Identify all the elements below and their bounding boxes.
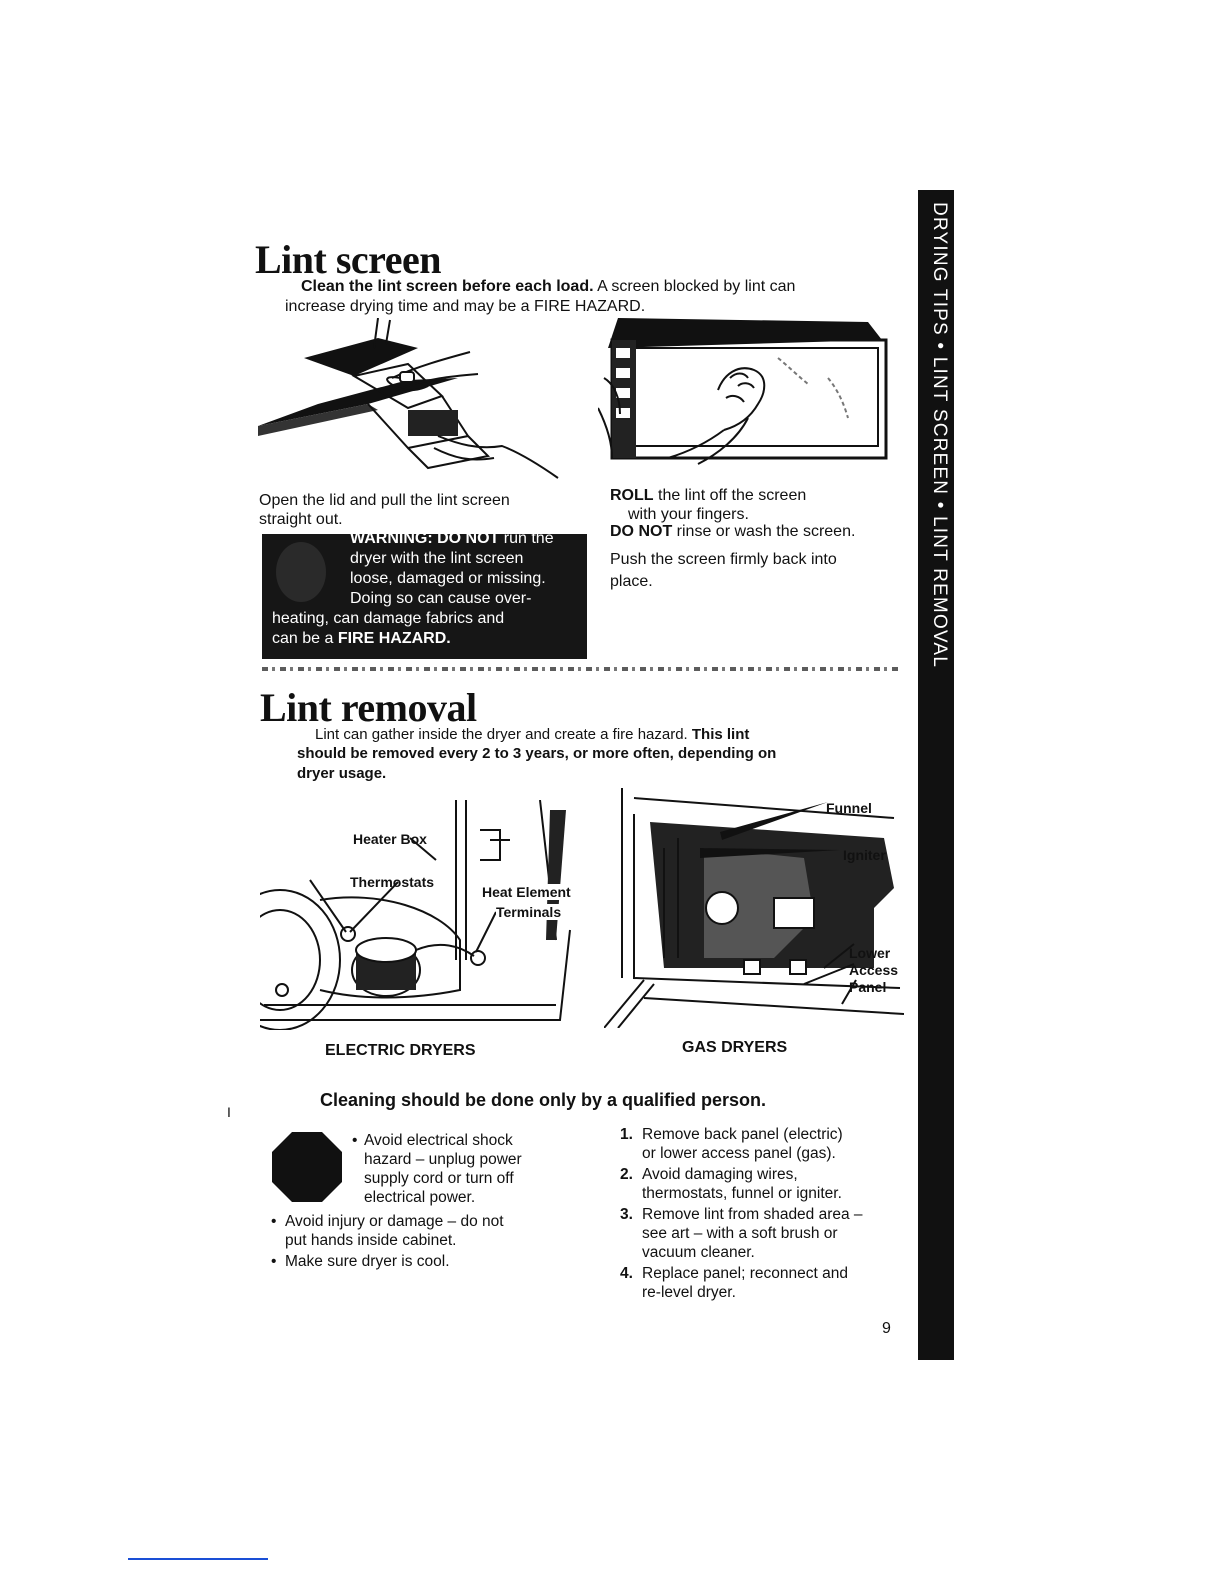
lint-removal-title: Lint removal — [260, 685, 477, 730]
lint-screen-intro-line1 — [301, 277, 795, 296]
step-3-line2: see art – with a soft brush or — [642, 1225, 838, 1242]
step-3-line3: vacuum cleaner. — [642, 1244, 755, 1261]
lint-screen-intro-bold: Clean the lint screen before each load. — [301, 278, 594, 295]
open-lid-step-line1: Open the lid and pull the lint screen — [259, 492, 510, 509]
lint-removal-intro-line1 — [315, 725, 749, 744]
page-number: 9 — [882, 1320, 891, 1337]
margin-mark: I — [227, 1104, 231, 1120]
label-lower: Lower — [849, 945, 891, 961]
open-lid-step-line2: straight out. — [259, 511, 343, 528]
push-screen-line2: place. — [610, 573, 653, 590]
lint-screen-intro-line2: increase drying time and may be a FIRE HAZARD. — [285, 298, 646, 315]
do-not-rest: rinse or wash the screen. — [672, 523, 856, 540]
safety-bullet-3-line1: Make sure dryer is cool. — [285, 1253, 450, 1270]
warning-line6 — [272, 629, 451, 649]
label-igniter: Igniter — [843, 847, 886, 863]
cleaning-step-2 — [620, 1165, 910, 1203]
step-number: 4. — [620, 1265, 633, 1282]
warning-line6-pre: can be a — [272, 630, 338, 647]
do-not-rinse-line — [610, 522, 855, 541]
warning-symbol-icon — [276, 542, 326, 602]
safety-bullet-2-line2: put hands inside cabinet. — [285, 1232, 457, 1249]
step-4-line2: re-level dryer. — [642, 1284, 736, 1301]
roll-lint-illustration — [598, 318, 890, 468]
safety-bullet-1-line1: Avoid electrical shock — [364, 1132, 513, 1149]
warning-bold: WARNING: DO NOT — [350, 530, 500, 547]
safety-bullet-1-line2: hazard – unplug power — [364, 1151, 522, 1168]
section-tab — [918, 190, 954, 1360]
label-terminals: Terminals — [496, 904, 562, 920]
lint-removal-intro-rest: Lint can gather inside the dryer and create a fire hazard. — [315, 726, 692, 743]
cleaning-step-4 — [620, 1264, 910, 1302]
step-2-line2: thermostats, funnel or igniter. — [642, 1185, 842, 1202]
warning-line2: dryer with the lint screen — [350, 550, 524, 567]
roll-rest: the lint off the screen — [653, 487, 807, 504]
lint-screen-intro-rest: A screen blocked by lint can — [593, 278, 796, 295]
section-divider — [262, 667, 902, 671]
cleaning-steps-list — [620, 1125, 910, 1302]
label-heater-box: Heater Box — [353, 831, 427, 847]
cleaning-step-3 — [620, 1205, 910, 1262]
section-tab-label: DRYING TIPS • LINT SCREEN • LINT REMOVAL — [929, 202, 950, 669]
cleaning-heading: Cleaning should be done only by a qualified person. — [320, 1090, 767, 1110]
roll-step-line2: with your fingers. — [628, 506, 749, 523]
safety-bullet-2-line1: Avoid injury or damage – do not — [285, 1213, 504, 1230]
label-funnel: Funnel — [826, 800, 872, 816]
gas-dryers-caption: GAS DRYERS — [682, 1039, 788, 1056]
step-1-line2: or lower access panel (gas). — [642, 1145, 836, 1162]
roll-bold: ROLL — [610, 487, 654, 504]
step-2-line1: Avoid damaging wires, — [642, 1166, 798, 1183]
step-number: 3. — [620, 1206, 633, 1223]
warning-line4: Doing so can cause over- — [350, 590, 532, 607]
label-heat-element: Heat Element — [482, 884, 571, 900]
step-number: 1. — [620, 1126, 633, 1143]
cleaning-step-1 — [620, 1125, 910, 1163]
safety-bullet-1-line3: supply cord or turn off — [364, 1170, 514, 1187]
stop-sign-icon — [272, 1132, 342, 1202]
label-thermostats: Thermostats — [350, 874, 435, 890]
warning-box — [262, 530, 587, 659]
safety-bullet-3 — [271, 1252, 581, 1271]
warning-fire-hazard: FIRE HAZARD. — [337, 630, 451, 647]
safety-bullet-2 — [271, 1212, 581, 1250]
bullet-dot-icon: • — [271, 1253, 277, 1270]
lint-removal-intro-bold: This lint — [691, 726, 750, 743]
label-panel: Panel — [849, 979, 887, 995]
roll-step-line1 — [610, 486, 806, 505]
safety-bullet-1-line4: electrical power. — [364, 1189, 476, 1206]
step-number: 2. — [620, 1166, 633, 1183]
lint-removal-intro-line2: should be removed every 2 to 3 years, or more often, depending on — [297, 745, 777, 762]
warning-line1 — [350, 529, 554, 549]
step-3-line1: Remove lint from shaded area – — [642, 1206, 863, 1223]
step-4-line1: Replace panel; reconnect and — [642, 1265, 848, 1282]
pull-lint-screen-illustration — [258, 318, 580, 486]
do-not-bold: DO NOT — [610, 523, 673, 540]
electric-dryers-caption: ELECTRIC DRYERS — [325, 1042, 476, 1059]
warning-line5: heating, can damage fabrics and — [272, 610, 505, 627]
bullet-dot-icon: • — [352, 1132, 358, 1149]
lint-removal-intro-line3: dryer usage. — [297, 765, 387, 782]
lint-screen-title: Lint screen — [255, 237, 441, 282]
label-access: Access — [849, 962, 899, 978]
warning-line1-rest: run the — [499, 530, 554, 547]
bullet-dot-icon: • — [271, 1213, 277, 1230]
push-screen-line1: Push the screen firmly back into — [610, 551, 837, 568]
bottom-rule — [128, 1558, 268, 1560]
step-1-line1: Remove back panel (electric) — [642, 1126, 843, 1143]
safety-bullet-1 — [352, 1131, 582, 1207]
warning-line3: loose, damaged or missing. — [350, 570, 546, 587]
